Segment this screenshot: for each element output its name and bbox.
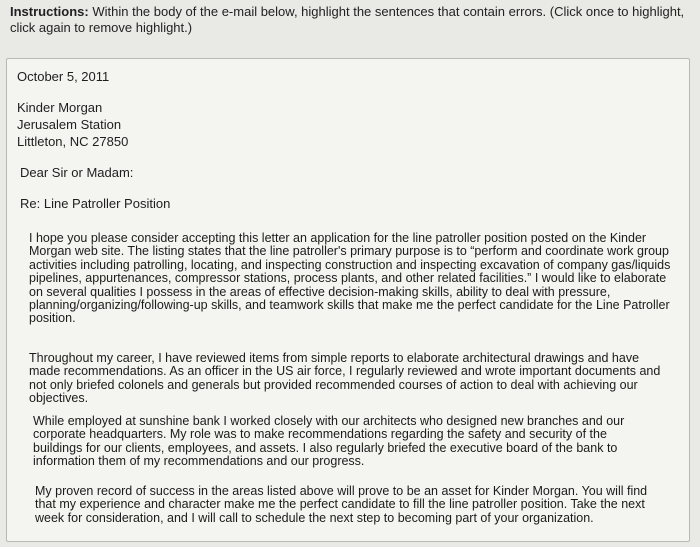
paragraph-1[interactable]: I hope you please consider accepting this letter an application for the line patroller position posted on the Kinder Morgan web site. The listing states that the line patroller's primary purpose is to “perform and coordinate work group activities including patrolling, locating, and inspecting construction and inspecting excavation of company gas/liquids pipelines, appurtenances, compressor stations, process plants, and other related facilities.” I would like to elaborate on several qualities I possess in the areas of effective decision-making skills, ability to deal with pressure, planning/organizing/following-up skills, and teamwork skills that make me the perfect candidate for the Line Patroller position. [29,231,671,326]
address-line-company: Kinder Morgan [17,100,103,115]
instructions [10,4,696,36]
paragraph-3[interactable]: While employed at sunshine bank I worked closely with our architects who designed new branches and our corporate headquarters. My role was to make recommendations regarding the safety and security of the buildings for our clients, employees, and assets. I also regularly briefed the executive board of the bank to information them of my recommendations and our progress. [33,414,625,469]
paragraph-4[interactable]: My proven record of success in the areas listed above will prove to be an asset for Kinder Morgan. You will find that my experience and character make me the perfect candidate to fill the line patroller position. Take the next week for consideration, and I will call to schedule the next step to becoming part of your organization. [35,484,648,525]
address-line-city: Littleton, NC 27850 [17,134,129,149]
letter-date: October 5, 2011 [17,69,110,84]
address-line-station: Jerusalem Station [17,117,122,132]
email-body [6,58,690,542]
salutation: Dear Sir or Madam: [20,165,134,180]
instructions-label: Instructions: [10,4,89,19]
instructions-text: Within the body of the e-mail below, highlight the sentences that contain errors. (Click once to highlight, click again to remove highlight.) [10,4,685,35]
subject-line: Re: Line Patroller Position [20,196,171,211]
paragraph-2[interactable]: Throughout my career, I have reviewed items from simple reports to elaborate architectural drawings and have made recommendations. As an officer in the US air force, I regularly reviewed and wrote important documents and not only briefed colonels and generals but provided recommended courses of action to deal with achieving our objectives. [29,351,661,406]
